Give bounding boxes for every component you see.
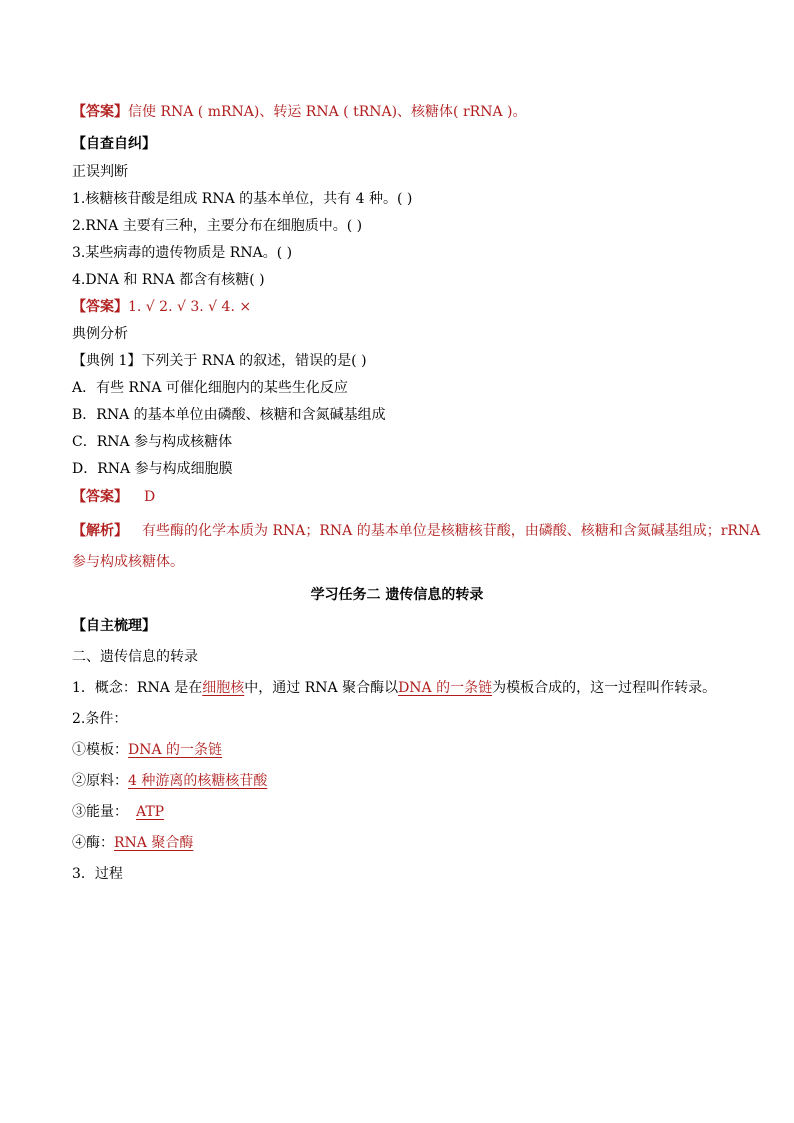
self-check-answer <box>72 297 251 317</box>
material-value: 4 种游离的核糖核苷酸 <box>128 773 268 789</box>
analysis-line-2: 参与构成核糖体。 <box>72 554 184 570</box>
template-label: ①模板： <box>72 742 128 758</box>
option-b: B．RNA 的基本单位由磷酸、核糖和含氮碱基组成 <box>72 407 386 423</box>
material-label: ②原料： <box>72 773 128 789</box>
material-line <box>72 771 267 791</box>
judgement-item-2: 2.RNA 主要有三种，主要分布在细胞质中。( ) <box>72 218 363 234</box>
energy-value: ATP <box>136 804 165 820</box>
answer-text: 1. √ 2. √ 3. √ 4. × <box>128 299 252 315</box>
answer-tag: 【答案】 <box>72 104 128 120</box>
true-false-heading: 正误判断 <box>72 164 128 180</box>
example-heading: 典例分析 <box>72 326 128 342</box>
judgement-item-1: 1.核糖核苷酸是组成 RNA 的基本单位，共有 4 种。( ) <box>72 191 413 207</box>
analysis-line-1 <box>72 521 760 541</box>
concept-prefix: 1．概念：RNA 是在 <box>72 680 203 696</box>
analysis-tag: 【解析】 <box>72 523 128 539</box>
analysis-text: 有些酶的化学本质为 RNA；RNA 的基本单位是核糖核苷酸，由磷酸、核糖和含氮碱基组成；rRNA <box>142 523 761 539</box>
option-d: D．RNA 参与构成细胞膜 <box>72 461 233 477</box>
example-answer <box>72 487 155 507</box>
energy-line <box>72 802 164 822</box>
concept-blank-nucleus: 细胞核 <box>202 680 245 696</box>
answer-text: D <box>144 489 156 505</box>
option-c: C．RNA 参与构成核糖体 <box>72 434 233 450</box>
template-value: DNA 的一条链 <box>128 742 223 758</box>
self-study-heading: 【自主梳理】 <box>72 618 156 634</box>
concept-blank-dna-strand: DNA 的一条链 <box>398 680 493 696</box>
answer-line-1 <box>72 102 526 122</box>
self-check-heading: 【自查自纠】 <box>72 136 156 152</box>
conditions-heading: 2.条件： <box>72 711 128 727</box>
answer-text: 信使 RNA ( mRNA)、转运 RNA ( tRNA)、核糖体( rRNA )。 <box>128 104 527 120</box>
enzyme-line <box>72 833 193 853</box>
judgement-item-3: 3.某些病毒的遗传物质是 RNA。( ) <box>72 245 293 261</box>
example-question: 【典例 1】下列关于 RNA 的叙述，错误的是( ) <box>72 353 367 369</box>
option-a: A．有些 RNA 可催化细胞内的某些生化反应 <box>72 380 348 396</box>
section-title: 二、遗传信息的转录 <box>72 649 198 665</box>
concept-suffix: 为模板合成的，这一过程叫作转录。 <box>492 680 717 696</box>
template-line <box>72 740 222 760</box>
enzyme-label: ④酶： <box>72 835 114 851</box>
task-title: 学习任务二 遗传信息的转录 <box>310 587 484 603</box>
enzyme-value: RNA 聚合酶 <box>114 835 194 851</box>
answer-tag: 【答案】 <box>72 299 128 315</box>
concept-middle: 中，通过 RNA 聚合酶以 <box>244 680 399 696</box>
concept-line <box>72 678 716 698</box>
answer-tag: 【答案】 <box>72 489 128 505</box>
process-heading: 3．过程 <box>72 866 123 882</box>
energy-label: ③能量： <box>72 804 128 820</box>
judgement-item-4: 4.DNA 和 RNA 都含有核糖( ) <box>72 272 265 288</box>
